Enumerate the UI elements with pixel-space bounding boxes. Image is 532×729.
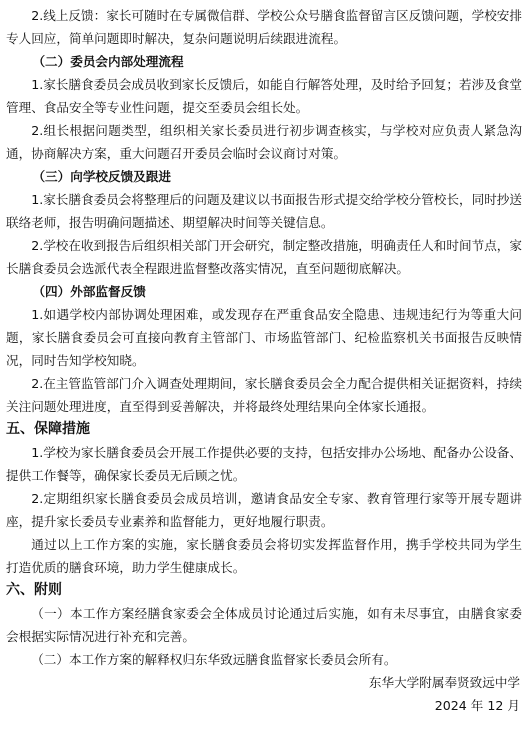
paragraph-school-1: 1.家长膳食委员会将整理后的问题及建议以书面报告形式提交给学校分管校长，同时抄送联络老师，报告明确问题描述、期望解决时间等关键信息。: [6, 192, 522, 230]
signature-date: 2024 年 12 月: [434, 698, 520, 713]
subheading-internal-process: （二）委员会内部处理流程: [32, 54, 184, 69]
paragraph-guarantee-2: 2.定期组织家长膳食委员会成员培训，邀请食品安全专家、教育管理行家等开展专题讲座，提升家长委员专业素养和监督能力，更好地履行职责。: [6, 491, 522, 529]
subheading-external-supervision: （四）外部监督反馈: [32, 284, 146, 299]
paragraph-online-feedback: 2.线上反馈：家长可随时在专属微信群、学校公众号膳食监督留言区反馈问题，学校安排专人回应，简单问题即时解决，复杂问题说明后续跟进流程。: [6, 8, 522, 46]
paragraph-appendix-2: （二）本工作方案的解释权归东华致远膳食监督家长委员会所有。: [31, 652, 397, 667]
paragraph-appendix-1: （一）本工作方案经膳食家委会全体成员讨论通过后实施，如有未尽事宜，由膳食家委会根据实际情况进行补充和完善。: [6, 606, 522, 644]
signature-organization: 东华大学附属奉贤致远中学: [368, 675, 520, 690]
section-heading-guarantee: 五、保障措施: [6, 421, 90, 437]
subheading-school-feedback: （三）向学校反馈及跟进: [32, 169, 171, 184]
paragraph-external-1: 1.如遇学校内部协调处理困难，或发现存在严重食品安全隐患、违规违纪行为等重大问题，家长膳食委员会可直接向教育主管部门、市场监管部门、纪检监察机关书面报告反映情况，同时告知学校知晓。: [6, 307, 522, 368]
section-heading-appendix: 六、附则: [6, 582, 62, 598]
paragraph-internal-2: 2.组长根据问题类型，组织相关家长委员进行初步调查核实，与学校对应负责人紧急沟通，协商解决方案，重大问题召开委员会临时会议商讨对策。: [6, 123, 522, 161]
paragraph-external-2: 2.在主管监管部门介入调查处理期间，家长膳食委员会全力配合提供相关证据资料，持续关注问题处理进度，直至得到妥善解决，并将最终处理结果向全体家长通报。: [6, 376, 522, 414]
paragraph-closing: 通过以上工作方案的实施，家长膳食委员会将切实发挥监督作用，携手学校共同为学生打造优质的膳食环境，助力学生健康成长。: [6, 537, 522, 575]
paragraph-school-2: 2.学校在收到报告后组织相关部门开会研究，制定整改措施，明确责任人和时间节点，家长膳食委员会选派代表全程跟进监督整改落实情况，直至问题彻底解决。: [6, 238, 522, 276]
paragraph-internal-1: 1.家长膳食委员会成员收到家长反馈后，如能自行解答处理，及时给予回复；若涉及食堂管理、食品安全等专业性问题，提交至委员会组长处。: [6, 77, 522, 115]
paragraph-guarantee-1: 1.学校为家长膳食委员会开展工作提供必要的支持，包括安排办公场地、配备办公设备、提供工作餐等，确保家长委员无后顾之忧。: [6, 445, 522, 483]
